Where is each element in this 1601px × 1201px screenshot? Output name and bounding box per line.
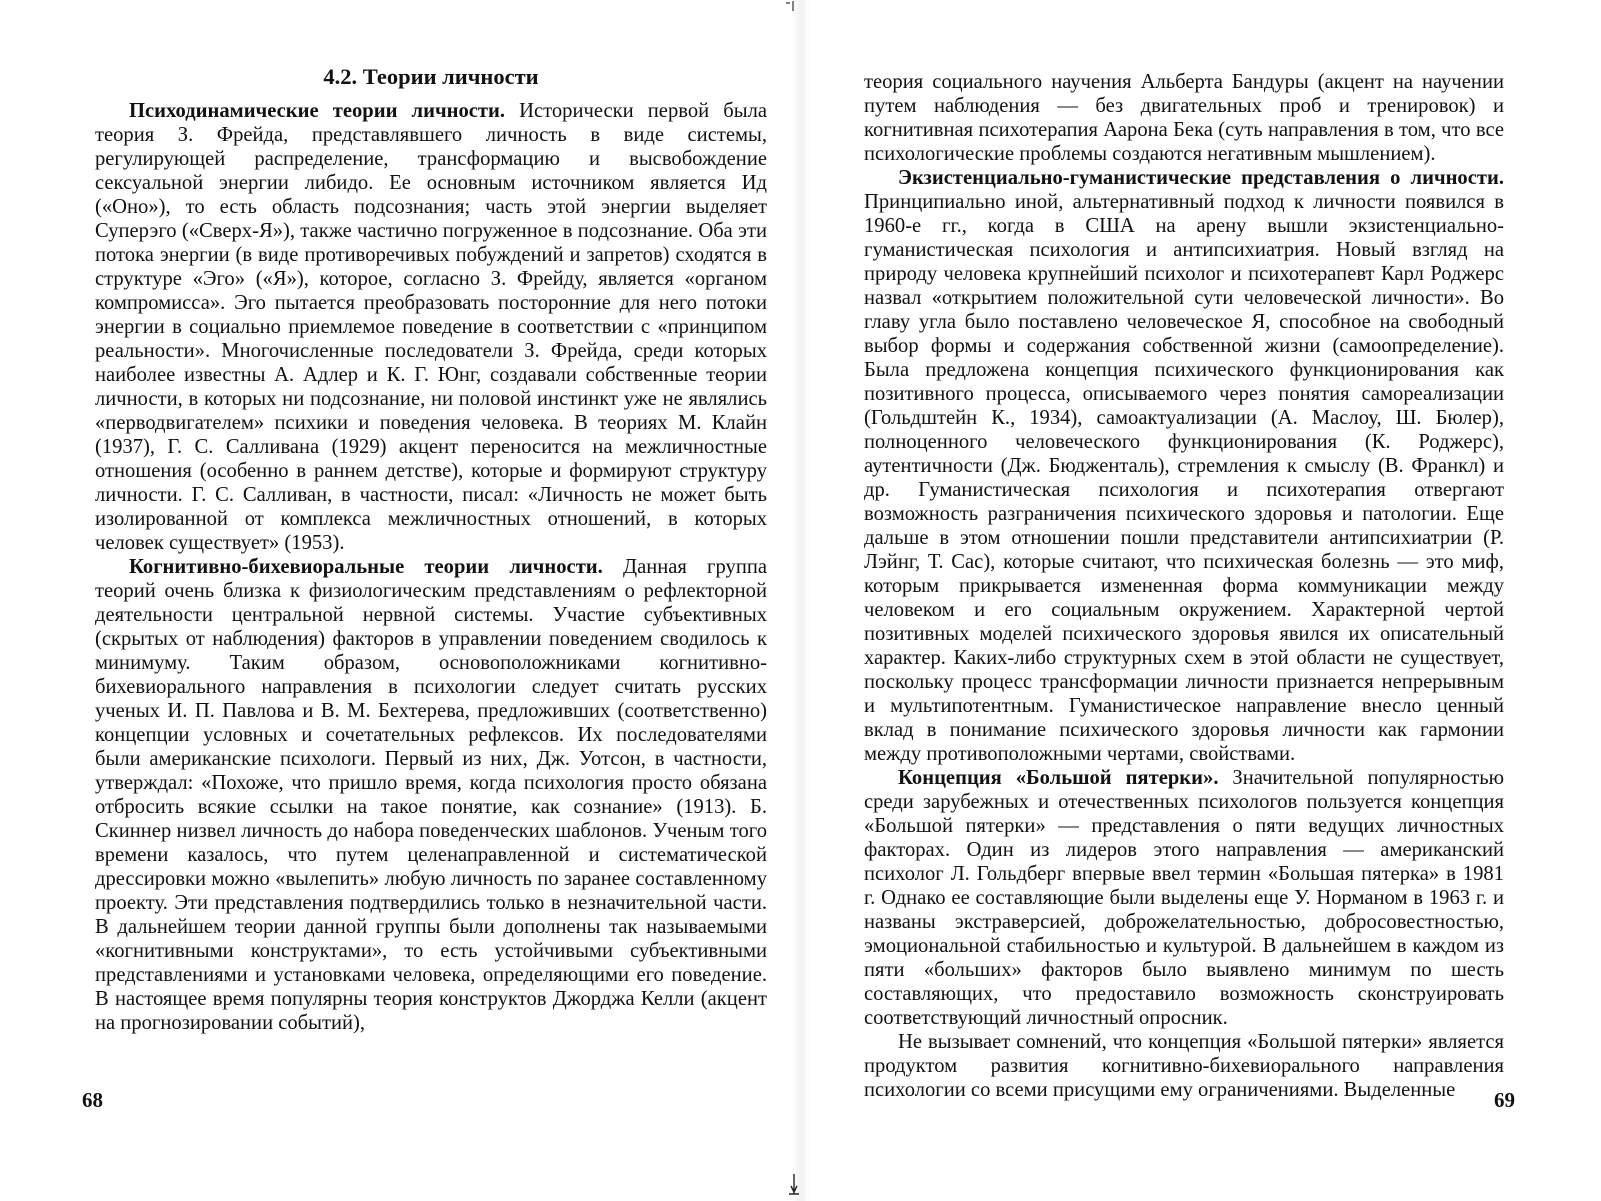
- paragraph-lead: Психодинамические теории личности.: [129, 100, 506, 122]
- paragraph-text: Данная группа теорий очень близка к физиологическим представлениям о рефлекторной деятельности центральной нервной системы. Участие субъективных (скрытых от наблюдения) факторов в управлении поведением сводилось к минимуму. Таким образом, основоположниками когнитивно-бихевиорального направления в психологии следует считать русских ученых И. П. Павлова и В. М. Бехтерева, предложивших (соответственно) концепции условных и сочетательных рефлексов. Их последователями были американские психологи. Первый из них, Дж. Уотсон, в частности, утверждал: «Похоже, что пришло время, когда психология просто обязана отбросить всякие ссылки на такое понятие, как сознание» (1913). Б. Скиннер низвел личность до набора поведенческих шаблонов. Ученым того времени казалось, что путем целенаправленной и систематической дрессировки можно «вылепить» любую личность по заранее составленному проекту. Эти представления подтвердились только в незначительной части. В дальнейшем теории данной группы были дополнены так называемыми «когнитивными конструктами», то есть устойчивыми субъективными представлениями и установками человека, определяющими его поведение. В настоящее время популярны теория конструктов Джорджа Келли (акцент на прогнозировании событий),: [95, 556, 767, 1034]
- paragraph-text: Исторически первой была теория З. Фрейда, представлявшего личность в виде системы, регулирующей распределение, трансформацию и высвобождение сексуальной энергии либидо. Ее основным источником является Ид («Оно»), то есть область подсознания; часть этой энергии выделяет Суперэго («Сверх-Я»), также частично погруженное в подсознание. Оба эти потока энергии (в виде противоречивых побуждений и запретов) сходятся в структуре «Эго» («Я»), которое, согласно З. Фрейду, является «органом компромисса». Эго пытается преобразовать посторонние для него потоки энергии в социально приемлемое поведение в соответствии с «принципом реальности». Многочисленные последователи З. Фрейда, среди которых наиболее известны А. Адлер и К. Г. Юнг, создавали собственные теории личности, в которых ни подсознание, ни половой инстинкт уже не являлись «перводвигателем» психики и поведения человека. В теориях М. Клайн (1937), Г. С. Салливана (1929) акцент переносится на межличностные отношения (особенно в раннем детстве), которые и формируют структуру личности. Г. С. Салливан, в частности, писал: «Личность не может быть изолированной от комплекса межличностных отношений, в которых человек существует» (1953).: [95, 100, 767, 554]
- paragraph-big-five: [864, 766, 1504, 1030]
- left-page: [95, 60, 767, 1035]
- right-page: [864, 70, 1504, 1102]
- scan-mark-bottom-icon: [786, 1172, 802, 1198]
- paragraph-continuation: теория социального научения Альберта Бандуры (акцент на научении путем наблюдения — без двигательных проб и тренировок) и когнитивная психотерапия Аарона Бека (суть направления в том, что все психологические проблемы создаются негативным мышлением).: [864, 71, 1504, 165]
- paragraph-psychodynamic: [95, 99, 767, 555]
- paragraph-text: Значительной популярностью среди зарубежных и отечественных психологов пользуется концепция «Большой пятерки» — представления о пяти ведущих личностных факторах. Один из лидеров этого направления — американский психолог Л. Гольдберг впервые ввел термин «Большая пятерка» в 1981 г. Однако ее составляющие были выделены еще У. Норманом в 1963 г. и названы экстраверсией, доброжелательностью, добросовестностью, эмоциональной стабильностью и культурой. В дальнейшем в каждом из пяти «больших» факторов было выявлено минимум по шесть составляющих, что предоставило возможность сконструировать соответствующий личностный опросник.: [864, 767, 1504, 1029]
- scan-mark-top-icon: [784, 0, 798, 12]
- paragraph-conclusion: [864, 1030, 1504, 1102]
- page-number-right: 69: [1494, 1088, 1515, 1112]
- paragraph-lead: Концепция «Большой пятерки».: [898, 767, 1219, 789]
- paragraph-existential-humanistic: [864, 166, 1504, 766]
- paragraph-cognitive-behavioral: [95, 555, 767, 1035]
- book-gutter: [792, 0, 810, 1201]
- paragraph-text: Принципиально иной, альтернативный подход к личности появился в 1960-е гг., когда в США на арену вышли экзистенциально-гуманистическая психология и антипсихиатрия. Новый взгляд на природу человека крупнейший психолог и психотерапевт Карл Роджерс назвал «открытием положительной сути человеческой личности». Во главу угла было поставлено человеческое Я, способное на свободный выбор формы и содержания собственной жизни (самоопределение). Была предложена концепция психического функционирования как позитивного процесса, описываемого через понятия самореализации (Гольдштейн К., 1934), самоактуализации (А. Маслоу, Ш. Бюлер), полноценного человеческого функционирования (К. Роджерс), аутентичности (Дж. Бюдженталь), стремления к смыслу (В. Франкл) и др. Гуманистическая психология и психотерапия отвергают возможность разграничения психического здоровья и патологии. Еще дальше в этом отношении пошли представители антипсихиатрии (Р. Лэйнг, Т. Сас), которые считают, что психическая болезнь — это миф, которым прикрывается измененная форма коммуникации между человеком и его социальным окружением. Характерной чертой позитивных моделей психического здоровья явился их описательный характер. Каких-либо структурных схем в этой области не существует, поскольку процесс трансформации личности признается непрерывным и мультипотентным. Гуманистическое направление внесло ценный вклад в понимание психического здоровья личности как гармонии между противоположными чертами, свойствами.: [864, 191, 1504, 765]
- page-number-left: 68: [82, 1088, 103, 1112]
- section-heading: 4.2. Теории личности: [323, 64, 539, 89]
- paragraph-lead: Экзистенциально-гуманистические представления о личности.: [898, 167, 1504, 189]
- paragraph-lead: Когнитивно-бихевиоральные теории личности.: [129, 556, 603, 578]
- paragraph-text: Не вызывает сомнений, что концепция «Большой пятерки» является продуктом развития когнитивно-бихевиорального направления психологии со всеми присущими ему ограничениями. Выделенные: [864, 1031, 1504, 1101]
